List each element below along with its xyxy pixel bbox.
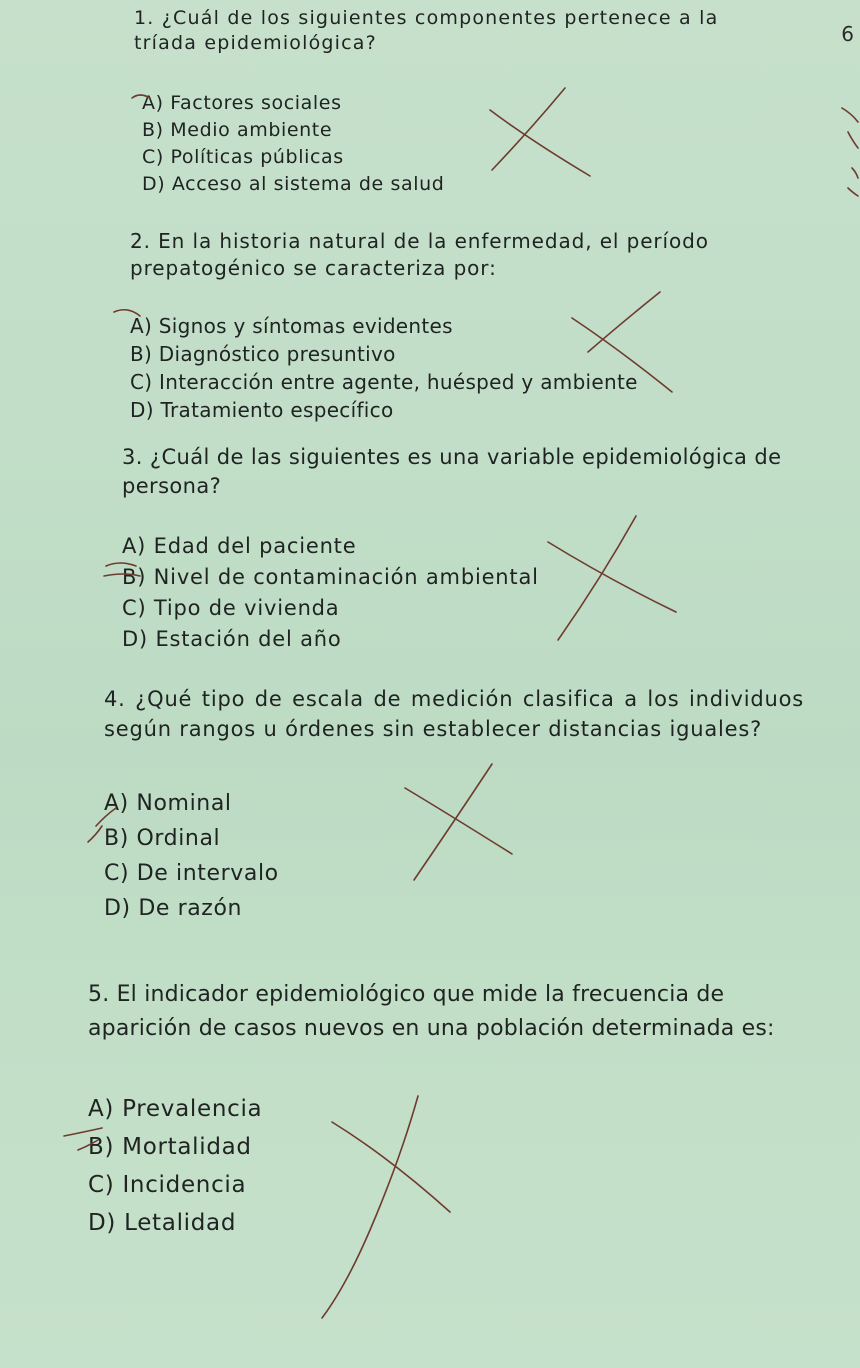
- option-c[interactable]: C) Tipo de vivienda: [122, 596, 340, 620]
- option-b[interactable]: B) Nivel de contaminación ambiental: [122, 565, 539, 589]
- question-4-options: [104, 786, 804, 926]
- question-1-options: [142, 90, 774, 198]
- option-b[interactable]: B) Medio ambiente: [142, 119, 333, 141]
- option-b[interactable]: B) Ordinal: [104, 826, 221, 851]
- option-d[interactable]: D) Letalidad: [88, 1210, 237, 1236]
- question-5-options: [88, 1090, 818, 1242]
- option-a[interactable]: A) Signos y síntomas evidentes: [130, 314, 453, 338]
- option-a[interactable]: A) Prevalencia: [88, 1096, 263, 1122]
- question-3-text: 3. ¿Cuál de las siguientes es una variable epidemiológica de persona?: [122, 445, 782, 498]
- option-a[interactable]: A) Nominal: [104, 791, 232, 816]
- question-2-text: 2. En la historia natural de la enfermedad, el período prepatogénico se caracteriza por:: [130, 229, 709, 280]
- option-d[interactable]: D) De razón: [104, 896, 243, 921]
- option-a[interactable]: A) Factores sociales: [142, 92, 342, 114]
- option-c[interactable]: C) De intervalo: [104, 861, 279, 886]
- question-5: [88, 978, 818, 1242]
- question-2: [130, 228, 780, 424]
- edge-mark-right: [842, 108, 858, 196]
- option-c[interactable]: C) Políticas públicas: [142, 146, 344, 168]
- option-b[interactable]: B) Diagnóstico presuntivo: [130, 342, 396, 366]
- option-d[interactable]: D) Tratamiento específico: [130, 398, 394, 422]
- option-a[interactable]: A) Edad del paciente: [122, 534, 357, 558]
- option-c[interactable]: C) Interacción entre agente, huésped y ambiente: [130, 370, 638, 394]
- option-b[interactable]: B) Mortalidad: [88, 1134, 252, 1160]
- option-c[interactable]: C) Incidencia: [88, 1172, 247, 1198]
- question-2-options: [130, 312, 780, 424]
- question-3: [122, 443, 792, 655]
- cut-off-question-number: 6: [841, 22, 854, 46]
- question-4-text: 4. ¿Qué tipo de escala de medición clasifica a los individuos según rangos u órdenes sin establecer distancias iguales?: [104, 687, 804, 741]
- question-4: [104, 684, 804, 926]
- option-d[interactable]: D) Acceso al sistema de salud: [142, 173, 445, 195]
- option-d[interactable]: D) Estación del año: [122, 627, 342, 651]
- question-5-text: 5. El indicador epidemiológico que mide la frecuencia de aparición de casos nuevos en una población determinada es:: [88, 982, 775, 1041]
- question-3-options: [122, 531, 792, 655]
- question-1: [134, 6, 774, 198]
- question-1-text: 1. ¿Cuál de los siguientes componentes pertenece a la tríada epidemiológica?: [134, 7, 719, 54]
